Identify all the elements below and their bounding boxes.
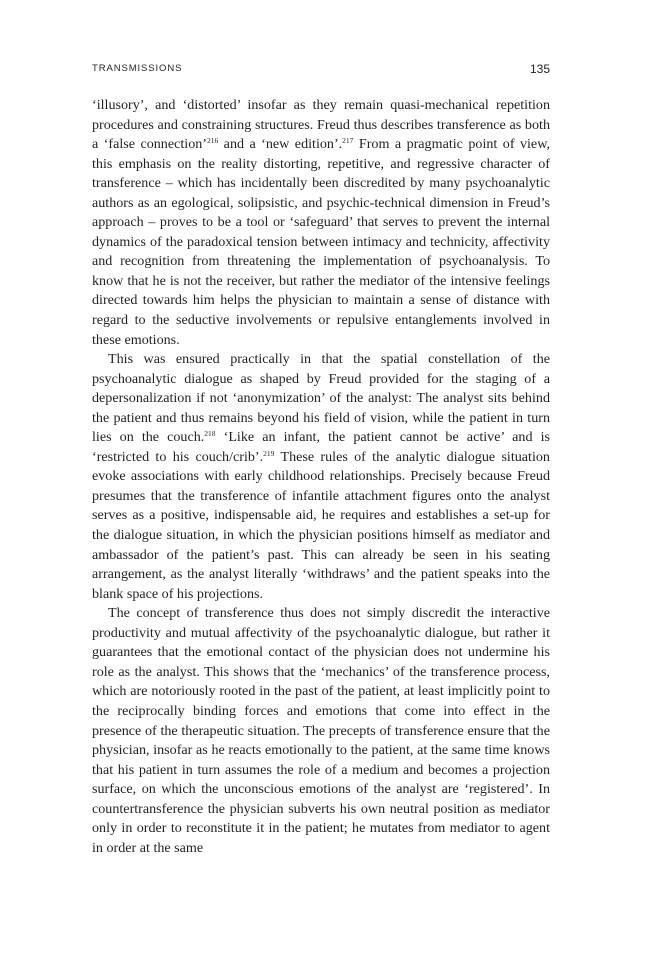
footnote-ref-219[interactable]: 219 bbox=[263, 448, 275, 458]
paragraph-1-text-b: and a ‘new edition’. bbox=[218, 136, 343, 153]
page-number: 135 bbox=[529, 62, 550, 76]
body-text bbox=[92, 96, 550, 858]
footnote-ref-218[interactable]: 218 bbox=[204, 429, 216, 439]
paragraph-1-text-a: ‘illusory’, and ‘distorted’ insofar as they remain quasi-mechanical repetition procedures and constraining structures. Freud thus describes transference as both a ‘false connection’ bbox=[92, 97, 550, 153]
paragraph-2-text-c: These rules of the analytic dialogue situation evoke associations with early childhood relationships. Precisely because Freud presumes that the transference of infantile attachment figures onto the analyst serves as a positive, indispensable aid, he requires and establishes a set-up for the dialogue situation, in which the physician positions himself as mediator and ambassador of the patient’s past. This can already be seen in his seating arrangement, as the analyst literally ‘withdraws’ and the patient speaks into the blank space of his projections. bbox=[92, 448, 550, 602]
paragraph-2-text-a: This was ensured practically in that the spatial constellation of the psychoanalytic dialogue as shaped by Freud provided for the staging of a depersonalization if not ‘anonymization’ of the analyst: The analyst sits behind the patient and thus remains beyond his field of vision, while the patient in turn lies on the couch. bbox=[92, 351, 550, 446]
running-title: TRANSMISSIONS bbox=[92, 63, 183, 74]
paragraph-1 bbox=[92, 96, 550, 350]
paragraph-1-text-c: From a pragmatic point of view, this emphasis on the reality distorting, repetitive, and regressive character of transference – which has incidentally been discredited by many psychoanalytic authors as an egological, solipsistic, and psychic-technical dimension in Freud’s approach – proves to be a tool or ‘safeguard’ that serves to prevent the internal dynamics of the paradoxical tension between intimacy and technicity, affectivity and recognition from threatening the implementation of psychoanalysis. To know that he is not the receiver, but rather the mediator of the intensive feelings directed towards him helps the physician to maintain a sense of distance with regard to the seductive involvements or repulsive entanglements involved in these emotions. bbox=[92, 136, 550, 348]
book-page bbox=[92, 0, 550, 975]
paragraph-3: The concept of transference thus does not simply discredit the interactive productivity and mutual affectivity of the psychoanalytic dialogue, but rather it guarantees that the emotional contact of the physician does not undermine his role as the analyst. This shows that the ‘mechanics’ of the transference process, which are notoriously rooted in the past of the patient, at least implicitly point to the reciprocally binding forces and emotions that come into effect in the presence of the therapeutic situation. The precepts of transference ensure that the physician, insofar as he reacts emotionally to the patient, at the same time knows that his patient in turn assumes the role of a medium and becomes a projection surface, on which the unconscious emotions of the analyst are ‘registered’. In countertransference the physician subverts his own neutral position as mediator only in order to reconstitute it in the patient; he mutates from mediator to agent in order at the same bbox=[92, 605, 550, 856]
paragraph-2-text-b: ‘Like an infant, the patient cannot be active’ and is ‘restricted to his couch/crib’. bbox=[92, 429, 550, 465]
running-header bbox=[92, 62, 550, 78]
footnote-ref-216[interactable]: 216 bbox=[206, 136, 219, 146]
footnote-ref-217[interactable]: 217 bbox=[342, 136, 354, 146]
paragraph-2 bbox=[92, 350, 550, 604]
